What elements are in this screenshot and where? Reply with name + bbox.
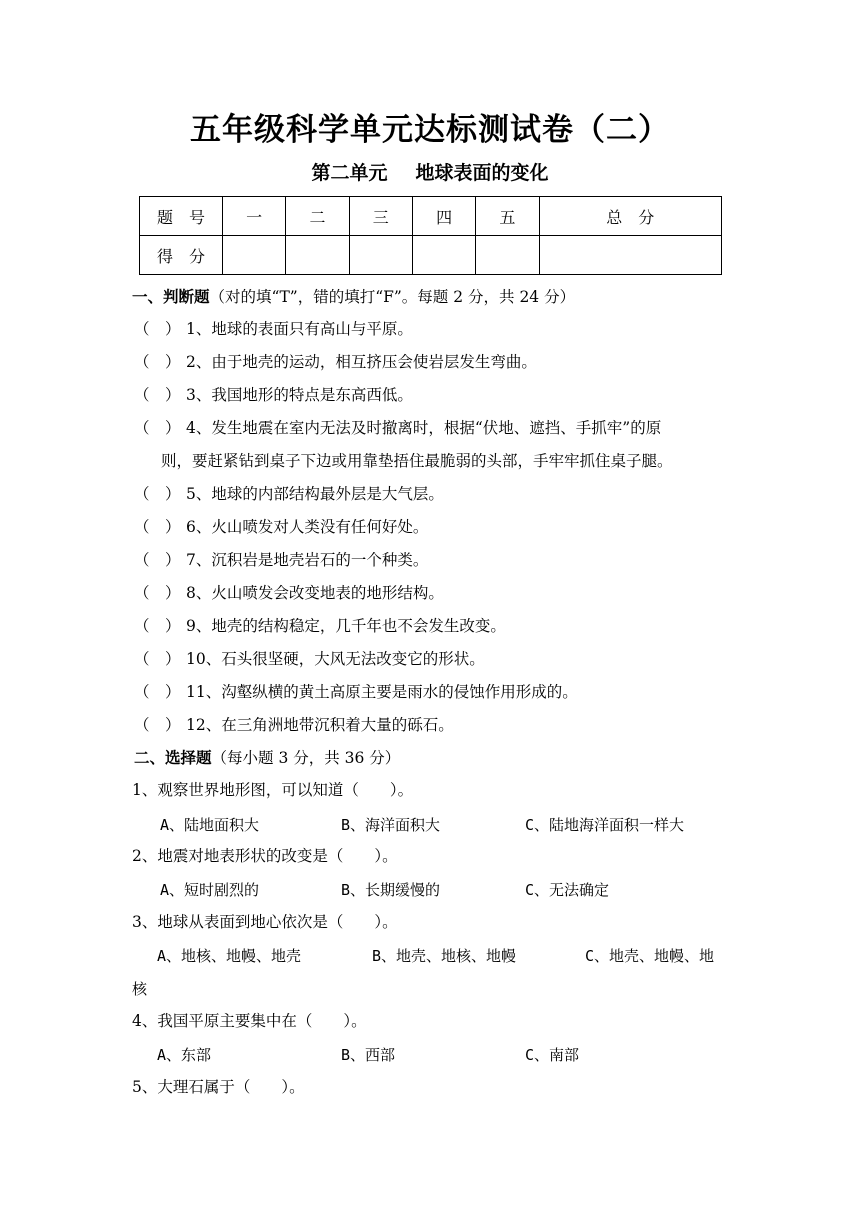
exam-subtitle [0,158,860,185]
answer-blank[interactable]: （ ） [134,551,181,569]
answer-blank[interactable]: （ ） [134,650,181,668]
judge-item: （ ） 10、石头很坚硬，大风无法改变它的形状。 [134,650,485,668]
score-cell-total: 总 分 [539,197,721,236]
score-cell-label: 题 号 [140,197,223,236]
score-cell-2: 二 [286,197,349,236]
judge-item: （ ） 6、火山喷发对人类没有任何好处。 [134,518,429,536]
section-2-note: （每小题 3 分，共 36 分） [211,749,401,767]
score-input-3[interactable] [349,236,412,275]
score-input-5[interactable] [476,236,539,275]
section-1-heading: 一、判断题 [132,288,210,306]
score-table [139,196,722,275]
option-a[interactable]: A、东部 [157,1046,212,1064]
option-b[interactable]: B、西部 [341,1046,396,1064]
judge-item: （ ） 11、沟壑纵横的黄土高原主要是雨水的侵蚀作用形成的。 [134,683,578,701]
option-c[interactable]: C、无法确定 [525,881,610,899]
option-a[interactable]: A、陆地面积大 [160,816,260,834]
answer-blank[interactable]: （ ） [134,584,181,602]
unit-topic: 地球表面的变化 [415,162,549,184]
option-c[interactable]: C、陆地海洋面积一样大 [525,816,685,834]
option-c[interactable]: C、地壳、地幔、地 [585,947,715,965]
section-2-heading-line [134,748,400,768]
answer-blank[interactable]: （ ） [134,320,181,338]
option-b[interactable]: B、地壳、地核、地幔 [372,947,517,965]
score-input-total[interactable] [539,236,721,275]
answer-blank[interactable]: （ ） [134,716,181,734]
option-a[interactable]: A、地核、地幔、地壳 [157,947,302,965]
question-stem: 5、大理石属于（ ）。 [132,1078,305,1096]
question-stem: 4、我国平原主要集中在（ ）。 [132,1012,367,1030]
score-table-header-row [140,197,722,236]
answer-blank[interactable]: （ ） [134,386,181,404]
unit-label: 第二单元 [311,162,388,184]
answer-blank[interactable]: （ ） [134,353,181,371]
judge-item: （ ） 2、由于地壳的运动，相互挤压会使岩层发生弯曲。 [134,353,537,371]
score-input-1[interactable] [223,236,286,275]
judge-item: （ ） 7、沉积岩是地壳岩石的一个种类。 [134,551,429,569]
score-table-score-row [140,236,722,275]
option-a[interactable]: A、短时剧烈的 [160,881,260,899]
option-b[interactable]: B、长期缓慢的 [341,881,441,899]
score-row-label: 得 分 [140,236,223,275]
option-c[interactable]: C、南部 [525,1046,580,1064]
score-input-4[interactable] [412,236,475,275]
score-cell-1: 一 [223,197,286,236]
option-c-wrap: 核 [132,980,148,998]
question-stem: 1、观察世界地形图，可以知道（ ）。 [132,781,414,799]
score-cell-4: 四 [412,197,475,236]
judge-item: （ ） 8、火山喷发会改变地表的地形结构。 [134,584,444,602]
judge-item-continuation: 则，要赶紧钻到桌子下边或用靠垫捂住最脆弱的头部，手牢牢抓住桌子腿。 [161,452,673,470]
answer-blank[interactable]: （ ） [134,419,181,437]
answer-blank[interactable]: （ ） [134,683,181,701]
judge-item: （ ） 12、在三角洲地带沉积着大量的砾石。 [134,716,454,734]
score-input-2[interactable] [286,236,349,275]
score-cell-3: 三 [349,197,412,236]
judge-item: （ ） 3、我国地形的特点是东高西低。 [134,386,413,404]
judge-item: （ ） 1、地球的表面只有高山与平原。 [134,320,413,338]
answer-blank[interactable]: （ ） [134,485,181,503]
judge-item: （ ） 9、地壳的结构稳定，几千年也不会发生改变。 [134,617,506,635]
section-2-heading: 二、选择题 [134,749,212,767]
answer-blank[interactable]: （ ） [134,518,181,536]
section-1-heading-line [132,287,575,307]
judge-item: （ ） 5、地球的内部结构最外层是大气层。 [134,485,444,503]
answer-blank[interactable]: （ ） [134,617,181,635]
judge-item: （ ） 4、发生地震在室内无法及时撤离时，根据“伏地、遮挡、手抓牢”的原 [134,419,662,437]
question-stem: 3、地球从表面到地心依次是（ ）。 [132,913,398,931]
option-b[interactable]: B、海洋面积大 [341,816,441,834]
score-cell-5: 五 [476,197,539,236]
section-1-note: （对的填“T”，错的填打“F”。每题 2 分，共 24 分） [209,288,576,306]
question-stem: 2、地震对地表形状的改变是（ ）。 [132,847,398,865]
exam-title: 五年级科学单元达标测试卷（二） [190,112,670,148]
